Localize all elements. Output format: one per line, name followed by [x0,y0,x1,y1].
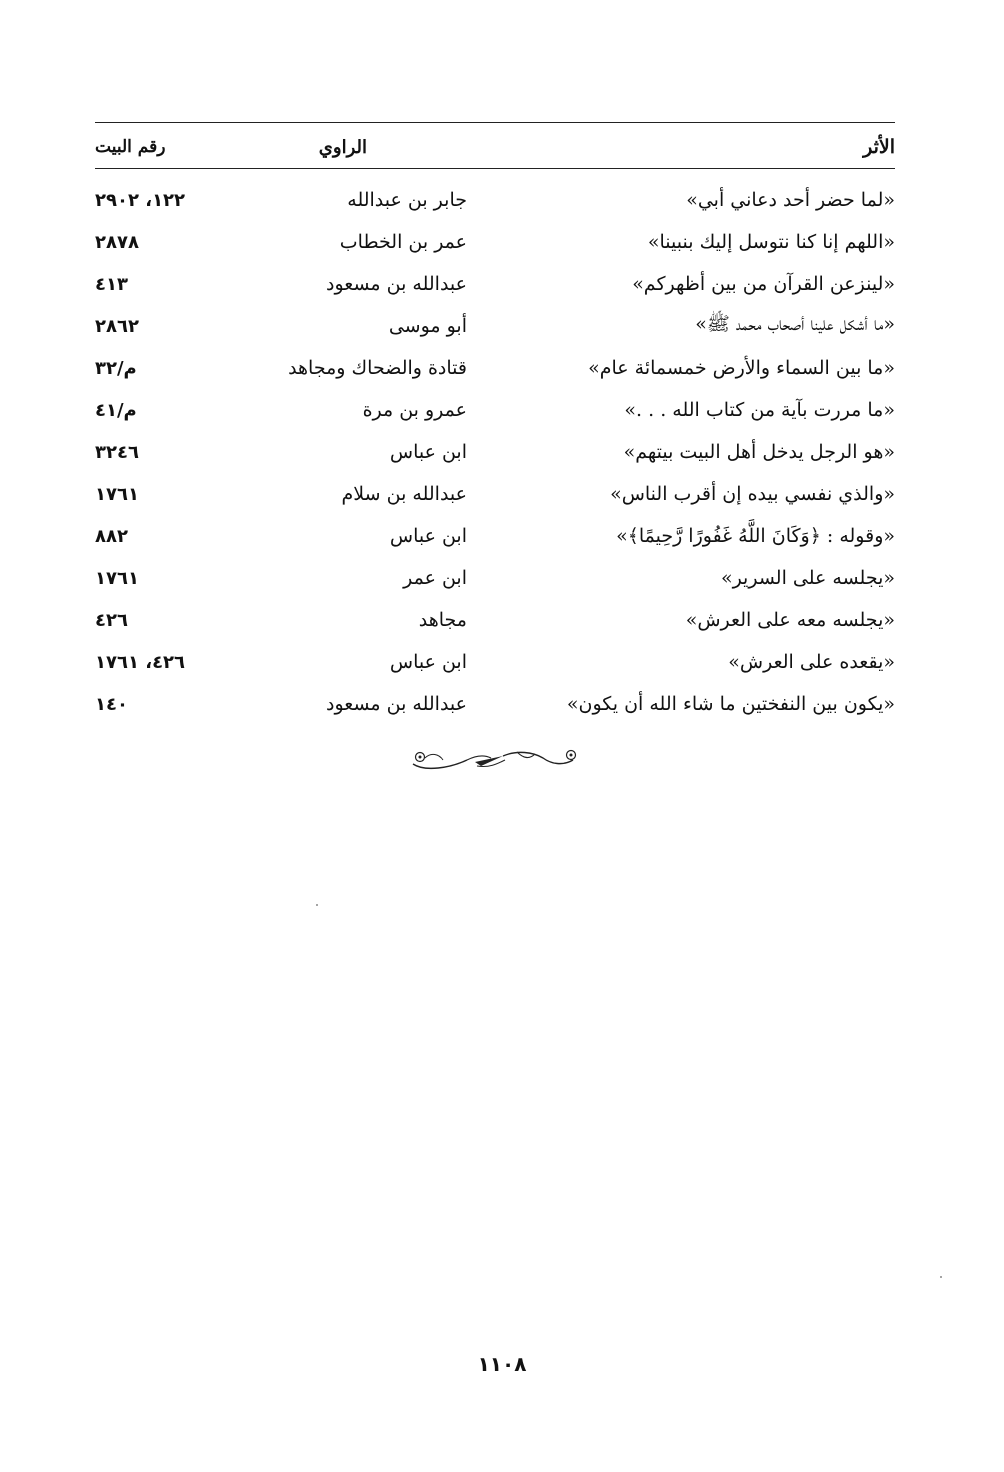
table-row [95,641,895,683]
table-row [95,305,895,347]
bayt-cell: ١٧٦١ [95,567,139,589]
athar-cell: «والذي نفسي بيده إن أقرب الناس» [610,483,895,505]
athar-cell: «ما مررت بآية من كتاب الله . . .» [624,399,895,421]
bayt-cell: ١٢٢، ٢٩٠٢ [95,189,186,211]
scan-speck [316,904,318,906]
table-top-rule [95,122,895,123]
table-row [95,515,895,557]
bayt-cell: م/٣٢ [95,357,137,379]
bayt-cell: ٤٢٦، ١٧٦١ [95,651,186,673]
rawi-cell: ابن عباس [389,651,467,673]
page-number: ١١٠٨ [477,1352,527,1376]
rawi-cell: عمر بن الخطاب [339,231,467,253]
rawi-cell: قتادة والضحاك ومجاهد [288,357,467,379]
table-row [95,263,895,305]
table-row [95,473,895,515]
bayt-cell: م/٤١ [95,399,137,421]
table-row [95,683,895,725]
athar-cell: «يجلسه على السرير» [720,567,895,589]
table-row [95,221,895,263]
athar-cell: «لينزعن القرآن من بين أظهركم» [632,273,895,295]
table-row [95,179,895,221]
athar-cell: «هو الرجل يدخل أهل البيت بيتهم» [623,441,895,463]
header-rawi: الراوي [318,136,367,158]
table-row [95,557,895,599]
table-row [95,389,895,431]
bayt-cell: ١٤٠ [95,693,128,715]
header-athar: الأثر [863,136,895,158]
rawi-cell: ابن عباس [389,441,467,463]
rawi-cell: عمرو بن مرة [362,399,467,421]
bayt-cell: ٢٨٧٨ [95,231,139,253]
scan-speck [940,1276,942,1278]
table-row [95,599,895,641]
athar-cell: «اللهم إنا كنا نتوسل إليك بنبينا» [647,231,895,253]
athar-cell: «يقعده على العرش» [728,651,895,673]
rawi-cell: عبدالله بن مسعود [326,273,467,295]
rawi-cell: ابن عمر [403,567,467,589]
table-header-row [95,127,895,167]
bayt-cell: ٤٢٦ [95,609,128,631]
bayt-cell: ١٧٦١ [95,483,139,505]
bayt-cell: ٨٨٢ [95,525,128,547]
rawi-cell: جابر بن عبدالله [347,189,467,211]
rawi-cell: عبدالله بن سلام [341,483,467,505]
table-row [95,431,895,473]
bayt-cell: ٣٢٤٦ [95,441,139,463]
athar-cell: «يكون بين النفختين ما شاء الله أن يكون» [566,693,895,715]
header-bayt: رقم البيت [95,137,166,157]
athar-cell: «لما حضر أحد دعاني أبي» [686,189,895,211]
athar-cell: «ما أشكل علينا أصحاب محمد ﷺ» [695,313,895,335]
header-underline-rule [95,168,895,169]
athar-cell: «وقوله : ﴿وَكَانَ اللَّهُ غَفُورًا رَّحِيمًا﴾» [616,525,895,547]
bayt-cell: ٤١٣ [95,273,128,295]
rawi-cell: عبدالله بن مسعود [326,693,467,715]
ornament-divider-icon [405,742,585,778]
rawi-cell: مجاهد [418,609,467,631]
table-row [95,347,895,389]
bayt-cell: ٢٨٦٢ [95,315,139,337]
rawi-cell: أبو موسى [388,315,467,337]
athar-cell: «ما بين السماء والأرض خمسمائة عام» [588,357,895,379]
athar-cell: «يجلسه معه على العرش» [685,609,895,631]
rawi-cell: ابن عباس [389,525,467,547]
